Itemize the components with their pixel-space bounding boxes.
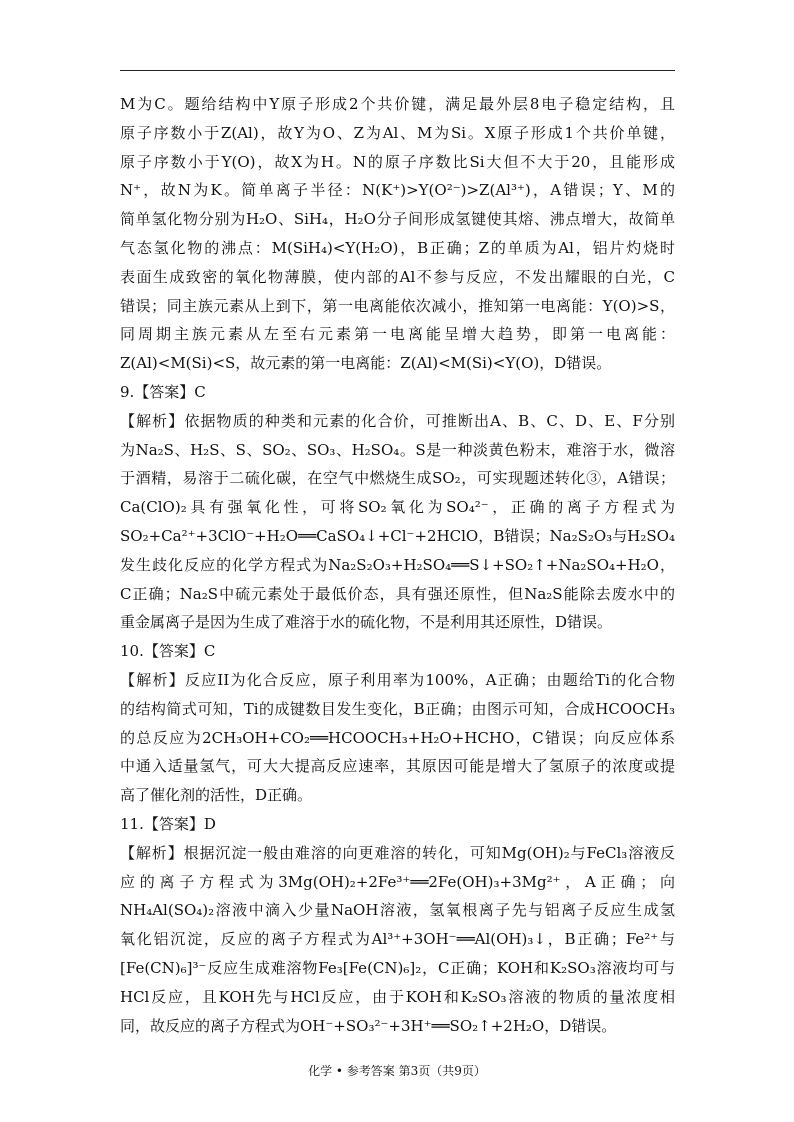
text-line: N⁺，故N为K。简单离子半径：N(K⁺)>Y(O²⁻)>Z(Al³⁺)，A错误；Y、M的 <box>120 181 675 200</box>
text-line: 【解析】依据物质的种类和元素的化合价，可推断出A、B、C、D、E、F分别 <box>120 411 675 430</box>
text-line: 的总反应为2CH₃OH+CO₂══HCOOCH₃+H₂O+HCHO，C错误；向反应体系 <box>120 728 675 747</box>
text-line: 为Na₂S、H₂S、S、SO₂、SO₃、H₂SO₄。S是一种淡黄色粉末，难溶于水，微溶 <box>120 440 675 459</box>
text-line: 简单氢化物分别为H₂O、SiH₄，H₂O分子间形成氢键使其熔、沸点增大，故简单 <box>120 210 675 229</box>
text-line: 【解析】反应II为化合反应，原子利用率为100%，A正确；由题给Ti的化合物 <box>120 670 675 689</box>
text-line: 气态氢化物的沸点：M(SiH₄)<Y(H₂O)，B正确；Z的单质为Al，铝片灼烧时 <box>120 238 675 257</box>
text-line: 于酒精，易溶于二硫化碳，在空气中燃烧生成SO₂，可实现题述转化③，A错误； <box>120 469 675 488</box>
text-line: 错误；同主族元素从上到下，第一电离能依次减小，推知第一电离能：Y(O)>S， <box>120 296 675 315</box>
text-line: 表面生成致密的氧化物薄膜，使内部的Al不参与反应，不发出耀眼的白光，C <box>120 267 675 286</box>
text-line: 【解析】根据沉淀一般由难溶的向更难溶的转化，可知Mg(OH)₂与FeCl₃溶液反 <box>120 843 675 862</box>
q10-answer-heading: 10.【答案】C <box>120 642 216 661</box>
text-line: C正确；Na₂S中硫元素处于最低价态，具有强还原性，但Na₂S能除去废水中的 <box>120 584 675 603</box>
text-line: HCl反应，且KOH先与HCl反应，由于KOH和K₂SO₃溶液的物质的量浓度相 <box>120 987 675 1006</box>
q11-block <box>120 810 675 1040</box>
text-line: 重金属离子是因为生成了难溶于水的硫化物，不是利用其还原性，D错误。 <box>120 613 613 632</box>
text-line: NH₄Al(SO₄)₂溶液中滴入少量NaOH溶液，氢氧根离子先与铝离子反应生成氢 <box>120 901 675 920</box>
q9-block <box>120 378 675 637</box>
text-line: 中通入适量氢气，可大大提高反应速率，其原因可能是增大了氢原子的浓度或提 <box>120 757 675 776</box>
text-line: 同，故反应的离子方程式为OH⁻+SO₃²⁻+3H⁺══SO₂↑+2H₂O，D错误。 <box>120 1016 617 1035</box>
text-line: 发生歧化反应的化学方程式为Na₂S₂O₃+H₂SO₄══S↓+SO₂↑+Na₂SO₄+H₂O， <box>120 555 675 574</box>
answer-content <box>120 90 675 1040</box>
text-line: 原子序数小于Y(O)，故X为H。N的原子序数比Si大但不大于20，且能形成 <box>120 152 675 171</box>
q9-answer-heading: 9.【答案】C <box>120 382 206 401</box>
text-line: M为C。题给结构中Y原子形成2个共价键，满足最外层8电子稳定结构，且 <box>120 95 675 113</box>
text-line: 原子序数小于Z(Al)，故Y为O、Z为Al、M为Si。X原子形成1个共价单键， <box>120 123 675 142</box>
text-line: Ca(ClO)₂具有强氧化性，可将SO₂氧化为SO₄²⁻，正确的离子方程式为 <box>120 498 675 517</box>
text-line: Z(Al)<M(Si)<S，故元素的第一电离能：Z(Al)<M(Si)<Y(O)，D错误。 <box>120 354 612 373</box>
header-rule <box>120 70 675 71</box>
q11-answer-heading: 11.【答案】D <box>120 814 216 833</box>
text-line: 氧化铝沉淀，反应的离子方程式为Al³⁺+3OH⁻══Al(OH)₃↓，B正确；Fe²⁺与 <box>120 930 675 949</box>
q8-continuation <box>120 90 675 378</box>
text-line: [Fe(CN)₆]³⁻反应生成难溶物Fe₃[Fe(CN)₆]₂，C正确；KOH和K₂SO₃溶液均可与 <box>120 958 675 977</box>
text-line: SO₂+Ca²⁺+3ClO⁻+H₂O══CaSO₄↓+Cl⁻+2HClO，B错误；Na₂S₂O₃与H₂SO₄ <box>120 526 675 545</box>
text-line: 应的离子方程式为3Mg(OH)₂+2Fe³⁺══2Fe(OH)₃+3Mg²⁺，A正确；向 <box>120 872 675 891</box>
text-line: 高了催化剂的活性，D正确。 <box>120 786 313 805</box>
text-line: 的结构简式可知，Ti的成键数目发生变化，B正确；由图示可知，合成HCOOCH₃ <box>120 699 675 718</box>
text-line: 同周期主族元素从左至右元素第一电离能呈增大趋势，即第一电离能： <box>120 325 675 344</box>
q10-block <box>120 637 675 810</box>
page-footer: 化学 • 参考答案 第3页（共9页） <box>308 1064 486 1078</box>
